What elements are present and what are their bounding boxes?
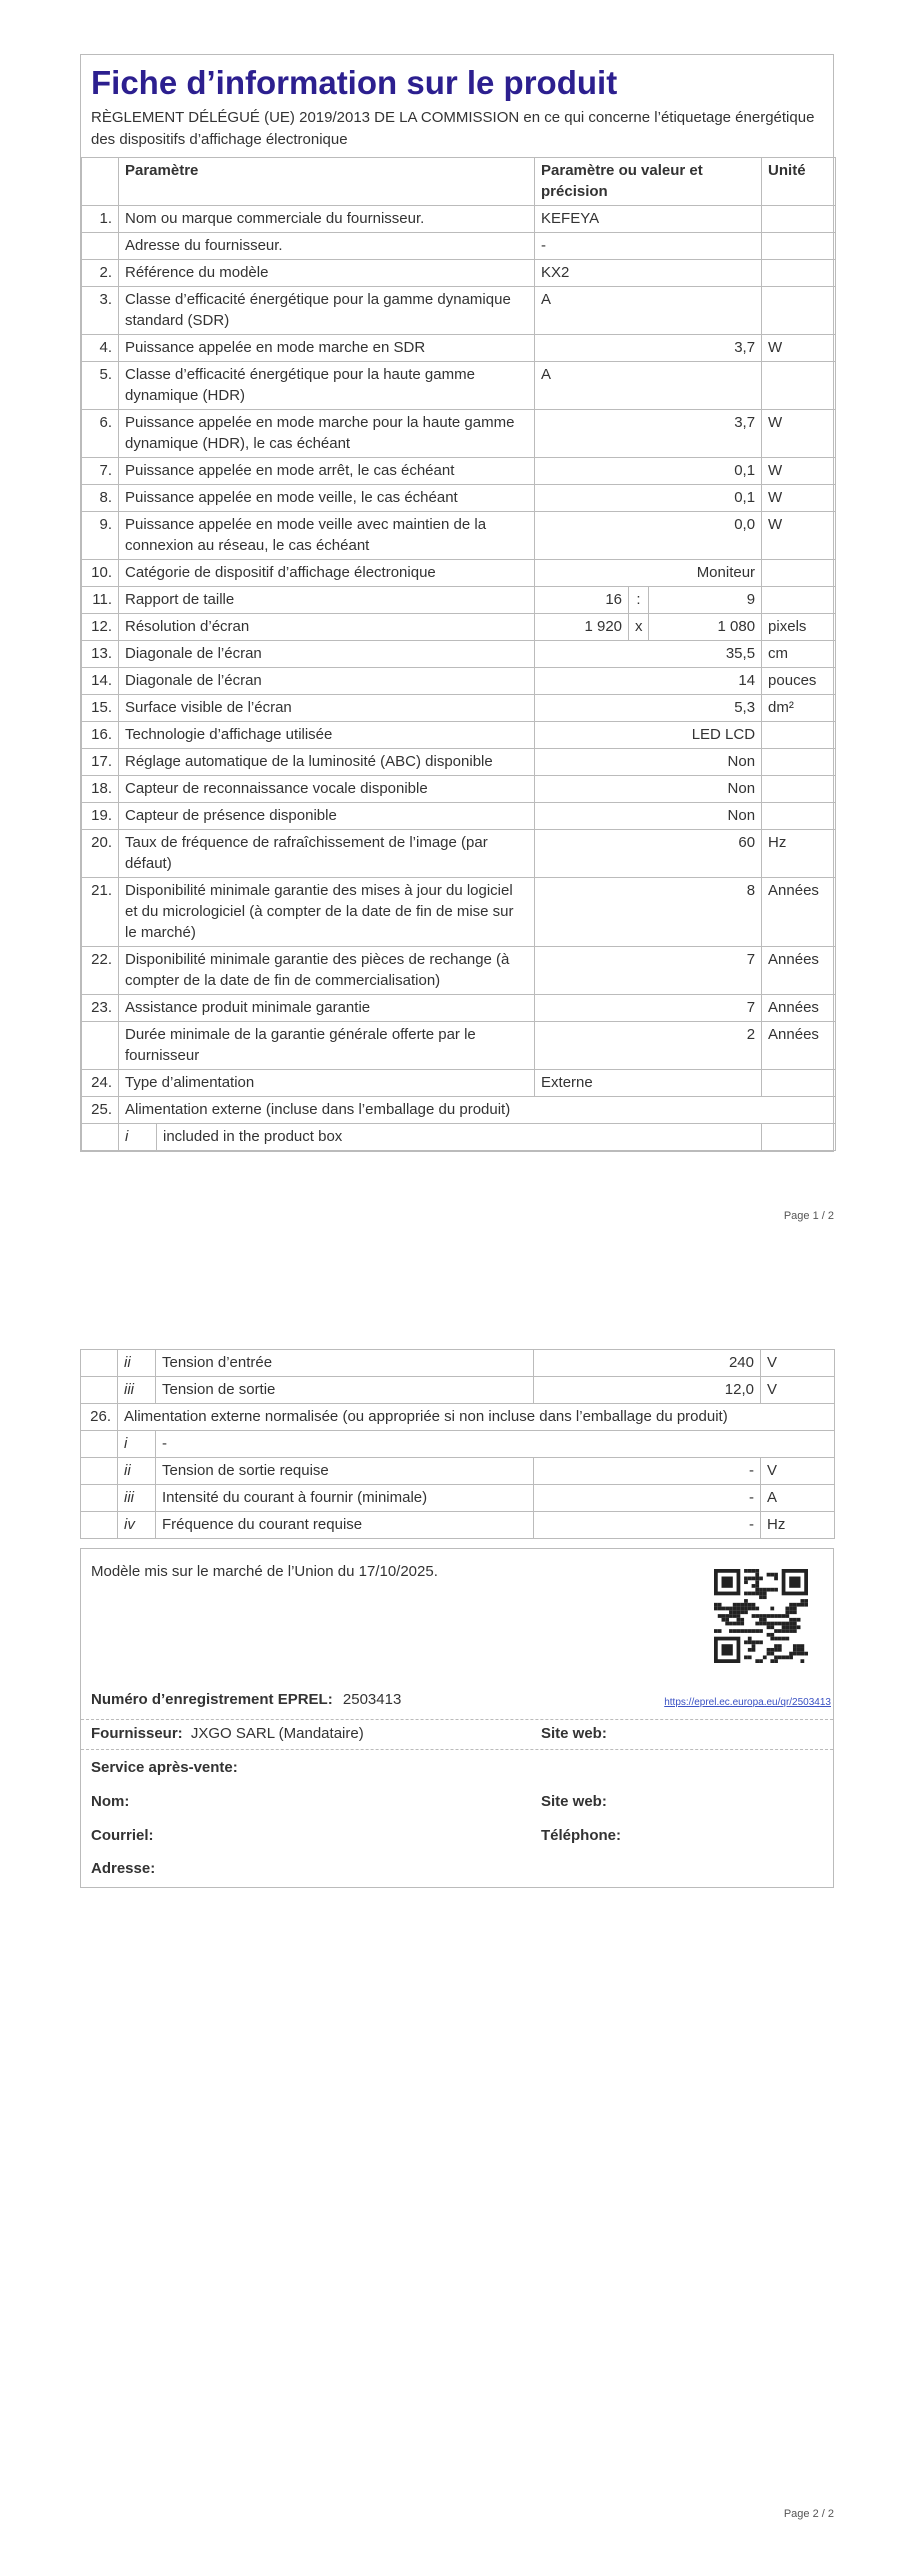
row-number: 20. [82,830,119,878]
row-number: 12. [82,614,119,641]
row-value: A [535,362,762,410]
table-row [82,260,836,287]
row-label: Puissance appelée en mode marche pour la haute gamme dynamique (HDR), le cas échéant [119,410,535,458]
row-unit: V [761,1377,835,1404]
table-row [81,1485,835,1512]
qr-code-icon[interactable] [714,1569,808,1663]
row-label: Référence du modèle [119,260,535,287]
row-roman: i [119,1124,157,1151]
table-row [82,485,836,512]
row-unit [762,1124,836,1151]
row-number: 22. [82,947,119,995]
row-number: 9. [82,512,119,560]
eprel-link[interactable]: https://eprel.ec.europa.eu/qr/2503413 [664,1697,831,1708]
row-label: Capteur de reconnaissance vocale disponible [119,776,535,803]
row-value: 5,3 [535,695,762,722]
registration-box [80,1548,834,1888]
row-unit: Hz [762,830,836,878]
row-label: Technologie d’affichage utilisée [119,722,535,749]
row-label: Disponibilité minimale garantie des pièces de rechange (à compter de la date de fin de commercialisation) [119,947,535,995]
row-number [82,1124,119,1151]
row-number: 19. [82,803,119,830]
table-header-row [82,158,836,206]
table-row [82,458,836,485]
eprel-label: Numéro d’enregistrement EPREL: [91,1691,333,1708]
table-row [82,335,836,362]
row-label: Rapport de taille [119,587,535,614]
table-row [82,830,836,878]
row-number: 10. [82,560,119,587]
table-row [81,1350,835,1377]
website2-label: Site web: [541,1793,607,1810]
value-a: 1 920 [535,614,629,641]
row-label: Diagonale de l’écran [119,668,535,695]
row-number: 25. [82,1097,119,1124]
row-unit: V [761,1458,835,1485]
page-number-2: Page 2 / 2 [783,2508,834,2520]
row-unit: Hz [761,1512,835,1539]
row-value: 0,1 [535,458,762,485]
phone-label: Téléphone: [541,1827,622,1844]
table-row [82,722,836,749]
table-row [82,410,836,458]
value-b: 9 [649,587,762,614]
row-number [81,1512,118,1539]
row-label: Résolution d’écran [119,614,535,641]
row-label: Diagonale de l’écran [119,641,535,668]
row-unit [762,776,836,803]
row-label: Alimentation externe normalisée (ou appropriée si non incluse dans l’emballage du produit) [118,1404,835,1431]
name-label: Nom: [91,1793,130,1810]
table-row [82,695,836,722]
page-number-1: Page 1 / 2 [783,1210,834,1222]
row-unit: W [762,335,836,362]
supplier-row [91,1725,364,1742]
row-number: 2. [82,260,119,287]
website-label: Site web: [541,1725,607,1742]
row-roman: i [118,1431,156,1458]
row-number: 23. [82,995,119,1022]
table-row [82,1022,836,1070]
table-row [82,749,836,776]
row-number [81,1485,118,1512]
row-roman: iv [118,1512,156,1539]
value-sep: : [629,587,649,614]
row-label: Taux de fréquence de rafraîchissement de l’image (par défaut) [119,830,535,878]
row-label: Surface visible de l’écran [119,695,535,722]
table-row [82,512,836,560]
row-value: 7 [535,947,762,995]
table-row [82,668,836,695]
row-roman: ii [118,1350,156,1377]
row-label: Nom ou marque commerciale du fournisseur. [119,206,535,233]
row-value: - [534,1458,761,1485]
table-row [81,1512,835,1539]
external-supply-sub-row [82,1124,836,1151]
row-label: Catégorie de dispositif d’affichage électronique [119,560,535,587]
table-row [82,776,836,803]
row-unit: W [762,458,836,485]
supplier-label: Fournisseur: [91,1725,183,1742]
row-number: 16. [82,722,119,749]
row-unit: W [762,485,836,512]
resolution-row [82,614,836,641]
market-date-text: Modèle mis sur le marché de l’Union du 17/10/2025. [91,1563,438,1580]
row-number: 8. [82,485,119,512]
row-value: KEFEYA [535,206,762,233]
row-number [81,1377,118,1404]
table-row [82,641,836,668]
row-label: Classe d’efficacité énergétique pour la gamme dynamique standard (SDR) [119,287,535,335]
regulation-subtitle: RÈGLEMENT DÉLÉGUÉ (UE) 2019/2013 DE LA COMMISSION en ce qui concerne l’étiquetage énergétique des dispositifs d’affichage électronique [91,109,815,148]
eprel-number: 2503413 [342,1691,402,1708]
page-title: Fiche d’information sur le produit [91,64,618,101]
row-unit [762,287,836,335]
external-supply-row [82,1097,836,1124]
table-row [82,233,836,260]
row-value: 14 [535,668,762,695]
row-value: KX2 [535,260,762,287]
row-value: Moniteur [535,560,762,587]
row-unit: pixels [762,614,836,641]
row-roman: ii [118,1458,156,1485]
row-label: Type d’alimentation [119,1070,535,1097]
row-unit [762,587,836,614]
row-number [82,233,119,260]
row-number [82,1022,119,1070]
row-unit [762,206,836,233]
table-row [82,878,836,947]
table-row [82,560,836,587]
supplier-value: JXGO SARL (Mandataire) [190,1725,364,1742]
row-label: Tension de sortie [156,1377,534,1404]
row-unit: Années [762,878,836,947]
row-label: Tension d’entrée [156,1350,534,1377]
row-value: 2 [535,1022,762,1070]
row-label: Puissance appelée en mode veille avec maintien de la connexion au réseau, le cas échéant [119,512,535,560]
table-row [82,206,836,233]
row-label: Puissance appelée en mode marche en SDR [119,335,535,362]
row-unit: Années [762,947,836,995]
row-label: Durée minimale de la garantie générale offerte par le fournisseur [119,1022,535,1070]
table-row [82,287,836,335]
row-label: - [156,1431,835,1458]
power-supply-table [80,1349,835,1539]
value-b: 1 080 [649,614,762,641]
row-label: Puissance appelée en mode arrêt, le cas échéant [119,458,535,485]
col-header-value: Paramètre ou valeur et précision [535,158,762,206]
row-number [81,1458,118,1485]
row-value: 0,0 [535,512,762,560]
row-unit: pouces [762,668,836,695]
row-label: Disponibilité minimale garantie des mises à jour du logiciel et du micrologiciel (à compter de la date de fin de mise sur le marché) [119,878,535,947]
value-sep: x [629,614,649,641]
row-number: 24. [82,1070,119,1097]
row-value: LED LCD [535,722,762,749]
row-number: 11. [82,587,119,614]
row-value: Non [535,776,762,803]
table-row [82,362,836,410]
row-value: Externe [535,1070,762,1097]
col-header-param: Paramètre [119,158,535,206]
continuation-table-sheet [80,1349,834,1539]
row-number: 21. [82,878,119,947]
row-label: Classe d’efficacité énergétique pour la haute gamme dynamique (HDR) [119,362,535,410]
table-row [81,1377,835,1404]
after-sales-label: Service après-vente: [91,1759,238,1776]
row-unit: dm² [762,695,836,722]
value-a: 16 [535,587,629,614]
email-label: Courriel: [91,1827,154,1844]
row-number: 15. [82,695,119,722]
row-unit [762,1070,836,1097]
row-value: - [534,1485,761,1512]
divider [81,1719,833,1720]
table-row [82,947,836,995]
col-header-unit: Unité [762,158,836,206]
row-number: 13. [82,641,119,668]
row-roman: iii [118,1485,156,1512]
row-label: Tension de sortie requise [156,1458,534,1485]
row-value: Non [535,803,762,830]
row-number: 3. [82,287,119,335]
row-unit: cm [762,641,836,668]
row-unit [762,749,836,776]
row-unit [762,560,836,587]
standard-supply-row [81,1404,835,1431]
product-table [81,157,836,1151]
row-label: Adresse du fournisseur. [119,233,535,260]
row-number: 18. [82,776,119,803]
standard-supply-sub-row [81,1431,835,1458]
table-row [82,995,836,1022]
product-info-sheet [80,54,834,1152]
row-value: 35,5 [535,641,762,668]
row-roman: iii [118,1377,156,1404]
row-label: Puissance appelée en mode veille, le cas échéant [119,485,535,512]
row-value: 3,7 [535,335,762,362]
row-value: 3,7 [535,410,762,458]
power-type-row [82,1070,836,1097]
table-row [81,1458,835,1485]
ratio-row [82,587,836,614]
row-unit: V [761,1350,835,1377]
row-label: included in the product box [157,1124,762,1151]
eprel-row [91,1691,401,1708]
row-unit: W [762,410,836,458]
table-row [82,803,836,830]
row-number: 1. [82,206,119,233]
row-unit [762,260,836,287]
row-value: - [534,1512,761,1539]
row-label: Fréquence du courant requise [156,1512,534,1539]
row-value: 7 [535,995,762,1022]
row-label: Alimentation externe (incluse dans l’emballage du produit) [119,1097,836,1124]
row-number: 6. [82,410,119,458]
row-value: A [535,287,762,335]
row-unit [762,722,836,749]
row-unit: Années [762,1022,836,1070]
row-unit [762,233,836,260]
row-value: 8 [535,878,762,947]
row-value: Non [535,749,762,776]
row-number: 26. [81,1404,118,1431]
row-label: Capteur de présence disponible [119,803,535,830]
row-unit: A [761,1485,835,1512]
row-value: 12,0 [534,1377,761,1404]
row-value: 0,1 [535,485,762,512]
row-number: 7. [82,458,119,485]
row-value: - [535,233,762,260]
row-number: 14. [82,668,119,695]
row-unit: W [762,512,836,560]
address-label: Adresse: [91,1860,156,1877]
row-value: 60 [535,830,762,878]
row-number [81,1350,118,1377]
row-unit [762,803,836,830]
row-unit [762,362,836,410]
row-number: 17. [82,749,119,776]
row-label: Intensité du courant à fournir (minimale) [156,1485,534,1512]
row-unit: Années [762,995,836,1022]
row-number [81,1431,118,1458]
row-value: 240 [534,1350,761,1377]
row-label: Réglage automatique de la luminosité (ABC) disponible [119,749,535,776]
row-number: 5. [82,362,119,410]
row-number: 4. [82,335,119,362]
divider [81,1749,833,1750]
row-label: Assistance produit minimale garantie [119,995,535,1022]
